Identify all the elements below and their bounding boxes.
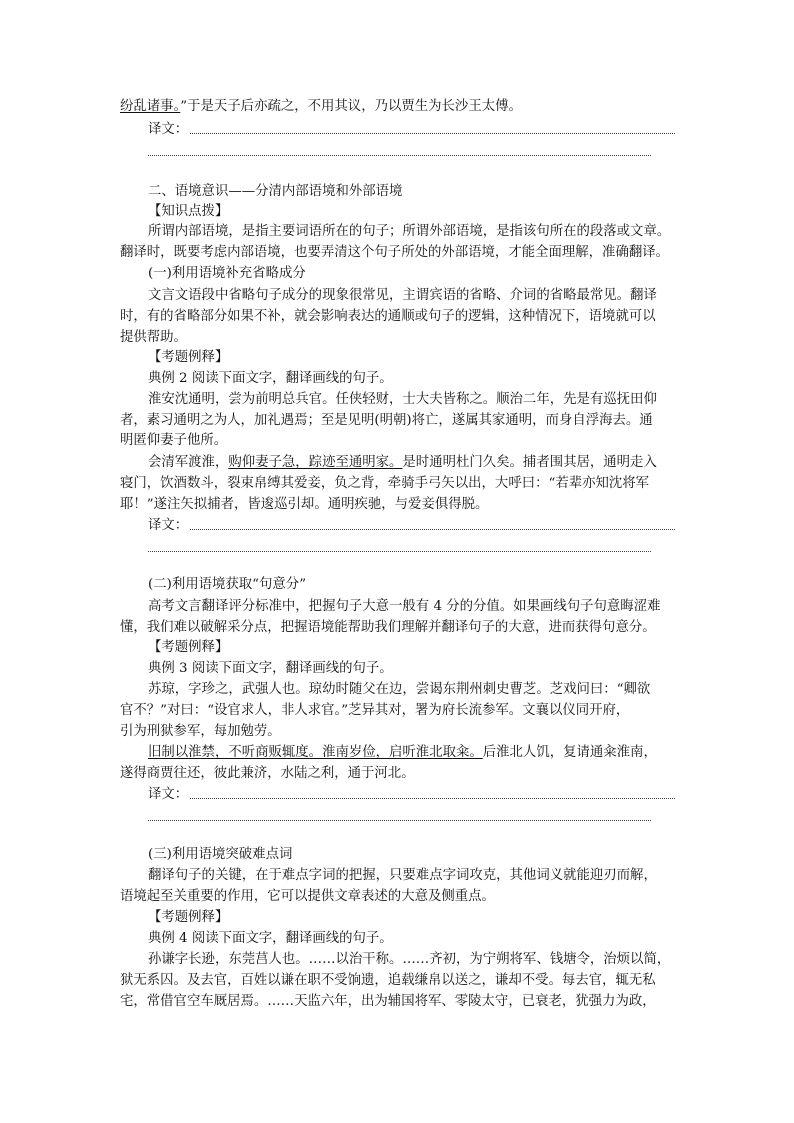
text-line: 明匿仰妻子他所。	[120, 433, 228, 448]
answer-line[interactable]	[190, 133, 675, 134]
text-span: 是时通明杜门久矣。捕者围其居，通明走入	[402, 455, 657, 470]
answer-line[interactable]	[190, 529, 675, 530]
answer-line[interactable]	[148, 551, 651, 552]
text-span: 后淮北人饥，复请通籴淮南，	[482, 745, 657, 760]
underlined-text: 纷乱诸事。	[120, 99, 181, 114]
example-heading: 典例 4 阅读下面文字，翻译画线的句子。	[148, 931, 393, 946]
text-line: 寝门，饮酒数斗，裂束帛缚其爱妾，负之背，牵骑手弓矢以出，大呼曰：“若辈亦知沈将军	[120, 476, 650, 491]
text-line: 孙谦字长逊，东莞莒人也。……以治干称。……齐初，为宁朔将军、钱塘令，治烦以简，	[148, 952, 671, 967]
text-line: 提供帮助。	[120, 330, 187, 345]
text-line: 狱无系囚。及去官，百姓以谦在职不受饷遗，追载缣帛以送之，谦却不受。每去官，辄无私	[120, 973, 656, 988]
text-line: 翻译时，既要考虑内部语境，也要弄清这个句子所处的外部语境，才能全面理解，准确翻译。	[120, 245, 670, 260]
text-line: 淮安沈通明，尝为前明总兵官。任侠轻财，士大夫皆称之。顺治二年，先是有巡抚田仰	[148, 392, 657, 407]
answer-line[interactable]	[148, 155, 651, 156]
example-heading: 典例 2 阅读下面文字，翻译画线的句子。	[148, 371, 393, 386]
text-line: 时，有的省略部分如果不补，就会影响表达的通顺或句子的逻辑，这种情况下，语境就可以	[120, 309, 656, 324]
underlined-text: 旧制以淮禁，不听商贩辄度。淮南岁俭，启听淮北取籴。	[148, 745, 483, 760]
answer-line[interactable]	[148, 820, 651, 821]
text-line: 翻译句子的关键，在于难点字词的把握，只要难点字词攻克，其他词义就能迎刃而解，	[148, 868, 657, 883]
example-heading: 典例 3 阅读下面文字，翻译画线的句子。	[148, 661, 393, 676]
text-line: 宅，常借官空车厩居焉。……天监六年，出为辅国将军、零陵太守，已衰老，犹强力为政，	[120, 994, 656, 1009]
text-line	[148, 743, 657, 763]
text-line: 官不？”对曰：“设官求人，非人求官。”芝异其对，署为府长流参军。文襄以仪同开府，	[120, 703, 630, 718]
text-line: 苏琼，字珍之，武强人也。琼幼时随父在边，尝谒东荆州刺史曹芝。芝戏问曰：“卿欲	[148, 682, 651, 697]
subheading: 【考题例释】	[148, 640, 229, 655]
subheading: (一)利用语境补充省略成分	[148, 266, 306, 281]
subheading: (二)利用语境获取“句意分”	[148, 577, 307, 592]
text-line: 高考文言翻译评分标准中，把握句子大意一般有 4 分的分值。如果画线句子句意晦涩难	[148, 599, 661, 614]
text-line: 耶！”遂注矢拟捕者，皆逡巡引却。通明疾驰，与爱妾俱得脱。	[120, 497, 489, 512]
translation-label: 译文：	[148, 122, 189, 137]
subheading: 【考题例释】	[148, 910, 229, 925]
text-span: 会清军渡淮，	[148, 455, 229, 470]
underlined-text: 购仰妻子急，踪迹至通明家。	[228, 455, 403, 470]
text-line: 所谓内部语境，是指主要词语所在的句子；所谓外部语境，是指该句所在的段落或文章。	[148, 224, 671, 239]
text-line: 文言文语段中省略句子成分的现象很常见，主谓宾语的省略、介词的省略最常见。翻译	[148, 288, 657, 303]
subheading: 【知识点拨】	[148, 204, 229, 219]
section-title: 二、语境意识——分清内部语境和外部语境	[148, 184, 403, 199]
text-line	[120, 97, 522, 117]
text-line	[148, 453, 657, 473]
translation-label: 译文：	[148, 518, 189, 533]
subheading: 【考题例释】	[148, 350, 229, 365]
text-line: 者，素习通明之为人，加礼遇焉；至是见明(明朝)将亡，遂属其家通明，而身自浮海去。通	[120, 413, 653, 428]
text-span: ”于是天子后亦疏之，不用其议，乃以贾生为长沙王太傅。	[180, 99, 522, 114]
text-line: 引为刑狱参军，每加勉劳。	[120, 724, 281, 739]
text-line: 懂，我们难以破解采分点，把握语境能帮助我们理解并翻译句子的大意，进而获得句意分。	[120, 620, 656, 635]
subheading: (三)利用语境突破难点词	[148, 847, 293, 862]
text-line: 语境起至关重要的作用，它可以提供文章表述的大意及侧重点。	[120, 889, 495, 904]
answer-line[interactable]	[190, 798, 675, 799]
translation-label: 译文：	[148, 787, 189, 802]
text-line: 遂得商贾往还，彼此兼济，水陆之利，通于河北。	[120, 766, 415, 781]
